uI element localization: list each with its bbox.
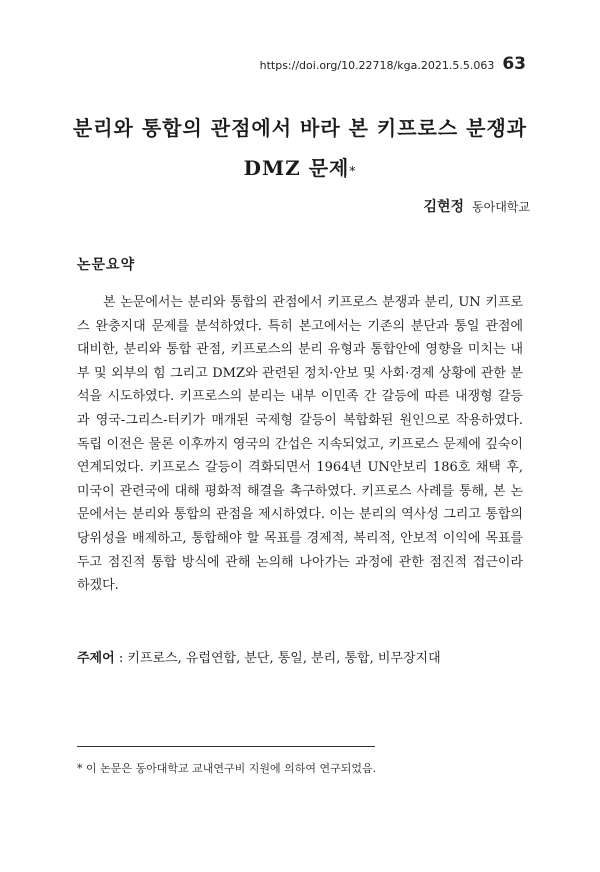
author-block	[423, 196, 530, 216]
page-number: 63	[502, 54, 526, 74]
title-line-2	[60, 148, 540, 191]
title-line-1: 분리와 통합의 관점에서 바라 본 키프로스 분쟁과	[72, 116, 528, 140]
author-affiliation: 동아대학교	[472, 200, 530, 214]
footnote: * 이 논문은 동아대학교 교내연구비 지원에 의하여 연구되었음.	[77, 762, 377, 775]
title-footnote-marker: *	[349, 164, 357, 178]
running-header	[260, 54, 526, 74]
paper-title	[60, 108, 540, 191]
keywords-label: 주제어	[77, 651, 115, 666]
footnote-divider	[77, 746, 375, 747]
author-name: 김현정	[423, 199, 465, 215]
abstract-body: 본 논문에서는 분리와 통합의 관점에서 키프로스 분쟁과 분리, UN 키프로스 완충지대 문제를 분석하였다. 특히 본고에서는 기존의 분단과 통일 관점에 대비한, 분리와 통합 관점, 키프로스의 분리 유형과 통합안에 영향을 미치는 내부 및 외부의 힘 그리고 DMZ와 관련된 정치·안보 및 사회·경제 상황에 관한 분석을 시도하였다. 키프로스의 분리는 내부 이민족 간 갈등에 따른 내쟁형 갈등과 영국-그리스-터키가 매개된 국제형 갈등이 복합화된 원인으로 작용하였다. 독립 이전은 물론 이후까지 영국의 간섭은 지속되었고, 키프로스 문제에 깊숙이 연계되었다. 키프로스 갈등이 격화되면서 1964년 UN안보리 186호 채택 후, 미국이 관련국에 대해 평화적 해결을 촉구하였다. 키프로스 사례를 통해, 본 논문에서는 분리와 통합의 관점을 제시하였다. 이는 분리의 역사성 그리고 통합의 당위성을 배제하고, 통합해야 할 목표를 경제적, 복리적, 안보적 이익에 목표를 두고 점진적 통합 방식에 관해 논의해 나아가는 과정에 관한 점진적 접근이라 하겠다.	[77, 295, 523, 594]
title-line-2-text: DMZ 문제	[243, 156, 350, 180]
keywords-list: 키프로스, 유럽연합, 분단, 통일, 분리, 통합, 비무장지대	[127, 651, 441, 666]
doi-link[interactable]: https://doi.org/10.22718/kga.2021.5.5.063	[259, 59, 495, 72]
keywords-separator: :	[114, 651, 128, 666]
abstract-heading: 논문요약	[77, 257, 136, 273]
keywords-line	[77, 648, 523, 670]
